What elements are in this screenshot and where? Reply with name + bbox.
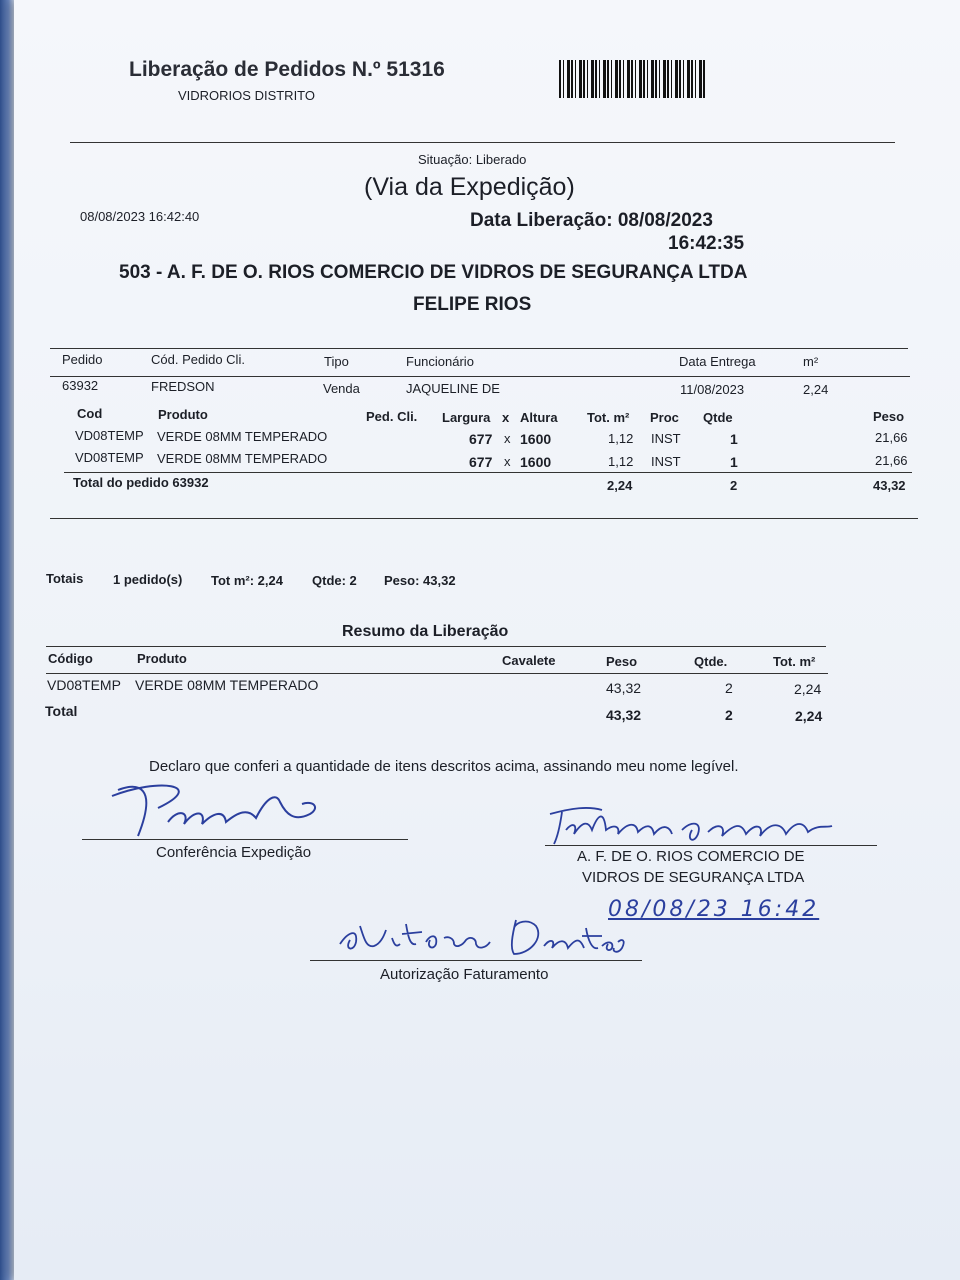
order-header-divider	[50, 376, 910, 377]
item-2-x: x	[504, 454, 511, 469]
item-1-produto: VERDE 08MM TEMPERADO	[157, 429, 328, 444]
hdr-produto: Produto	[158, 407, 208, 422]
item-1-altura: 1600	[520, 431, 552, 447]
resumo-header-divider	[46, 673, 828, 674]
resumo-total-qtde: 2	[725, 707, 733, 723]
resumo-row-produto: VERDE 08MM TEMPERADO	[135, 677, 319, 693]
release-date: Data Liberação: 08/08/2023	[470, 210, 713, 231]
item-2-altura: 1600	[520, 454, 552, 470]
items-total-divider	[64, 472, 912, 473]
order-total-label: Total do pedido 63932	[73, 475, 209, 490]
item-2-qtde: 1	[730, 454, 738, 470]
order-data-entrega: 11/08/2023	[680, 382, 745, 397]
item-2-cod: VD08TEMP	[75, 450, 144, 465]
signature-conferencia	[98, 778, 328, 840]
conferencia-label: Conferência Expedição	[156, 844, 312, 861]
order-pedido: 63932	[62, 378, 99, 393]
resumo-hdr-peso: Peso	[606, 654, 638, 669]
resumo-hdr-tot-m2: Tot. m²	[773, 654, 816, 669]
item-2-proc: INST	[651, 454, 681, 469]
signature-autorizacao	[330, 908, 630, 964]
order-table-bottom	[50, 518, 918, 519]
resumo-hdr-qtde: Qtde.	[694, 654, 728, 669]
declaration-text: Declaro que conferi a quantidade de itens descritos acima, assinando meu nome legível.	[149, 758, 739, 775]
resumo-hdr-codigo: Código	[48, 651, 93, 666]
document-title: Liberação de Pedidos N.º 51316	[129, 58, 445, 81]
copy-type: (Via da Expedição)	[364, 173, 575, 201]
company-signature-line	[545, 845, 877, 846]
customer-person: FELIPE RIOS	[413, 294, 532, 315]
signature-company	[542, 800, 842, 850]
hdr-peso: Peso	[873, 409, 905, 424]
resumo-row-codigo: VD08TEMP	[47, 677, 121, 693]
branch-name: VIDRORIOS DISTRITO	[178, 88, 315, 103]
item-1-qtde: 1	[730, 431, 738, 447]
resumo-row-tot-m2: 2,24	[794, 681, 822, 697]
order-m2: 2,24	[803, 382, 829, 397]
hdr-pedido: Pedido	[62, 352, 103, 367]
resumo-top-rule	[46, 646, 826, 647]
hdr-tipo: Tipo	[324, 354, 349, 369]
order-total-qtde: 2	[730, 478, 738, 493]
hdr-ped-cli: Ped. Cli.	[366, 409, 418, 424]
barcode	[559, 60, 705, 98]
release-time: 16:42:35	[668, 233, 745, 254]
totais-peso: Peso: 43,32	[384, 573, 456, 588]
hdr-cod: Cod	[77, 406, 103, 421]
resumo-total-peso: 43,32	[606, 707, 642, 723]
order-total-m2: 2,24	[607, 478, 633, 493]
conferencia-line	[82, 839, 408, 840]
totais-m2: Tot m²: 2,24	[211, 573, 283, 588]
hdr-altura: Altura	[520, 410, 558, 425]
resumo-hdr-produto: Produto	[137, 651, 187, 666]
company-line2: VIDROS DE SEGURANÇA LTDA	[582, 869, 805, 886]
hdr-qtde: Qtde	[703, 410, 733, 425]
handwritten-date: 08/08/23 16:42	[608, 897, 820, 922]
item-2-peso: 21,66	[875, 453, 908, 468]
printed-timestamp: 08/08/2023 16:42:40	[80, 209, 200, 224]
header-divider	[70, 142, 895, 143]
hdr-funcionario: Funcionário	[406, 354, 474, 369]
item-1-proc: INST	[651, 431, 681, 446]
autorizacao-label: Autorização Faturamento	[380, 966, 549, 983]
totais-label: Totais	[46, 571, 84, 586]
hdr-data-entrega: Data Entrega	[679, 354, 756, 369]
totais-pedidos: 1 pedido(s)	[113, 572, 183, 587]
hdr-cod-pedido-cli: Cód. Pedido Cli.	[151, 352, 245, 367]
item-1-x: x	[504, 431, 511, 446]
paper-edge	[0, 0, 14, 1280]
resumo-total-tot-m2: 2,24	[795, 708, 823, 724]
customer-company: 503 - A. F. DE O. RIOS COMERCIO DE VIDROS DE SEGURANÇA LTDA	[119, 262, 748, 283]
autorizacao-line	[310, 960, 642, 961]
totais-qtde: Qtde: 2	[312, 573, 357, 588]
release-document	[14, 0, 960, 1280]
item-2-largura: 677	[469, 454, 493, 470]
hdr-m2: m²	[803, 354, 819, 369]
hdr-proc: Proc	[650, 410, 679, 425]
item-1-largura: 677	[469, 431, 493, 447]
resumo-title: Resumo da Liberação	[342, 623, 509, 640]
order-total-peso: 43,32	[873, 478, 906, 493]
order-tipo: Venda	[323, 381, 360, 396]
item-2-produto: VERDE 08MM TEMPERADO	[157, 451, 328, 466]
hdr-tot-m2: Tot. m²	[587, 410, 630, 425]
item-1-peso: 21,66	[875, 430, 908, 445]
resumo-row-qtde: 2	[725, 680, 733, 696]
order-funcionario: JAQUELINE DE	[406, 381, 500, 396]
item-1-cod: VD08TEMP	[75, 428, 144, 443]
hdr-largura: Largura	[442, 410, 491, 425]
hdr-x: x	[502, 410, 510, 425]
resumo-hdr-cavalete: Cavalete	[502, 653, 556, 668]
order-table-top	[50, 348, 908, 349]
resumo-total-label: Total	[45, 703, 78, 719]
order-cod-pedido-cli: FREDSON	[151, 379, 215, 394]
item-2-tot-m2: 1,12	[608, 454, 634, 469]
company-line1: A. F. DE O. RIOS COMERCIO DE	[577, 848, 805, 865]
status-label: Situação: Liberado	[418, 152, 527, 167]
item-1-tot-m2: 1,12	[608, 431, 634, 446]
resumo-row-peso: 43,32	[606, 680, 642, 696]
